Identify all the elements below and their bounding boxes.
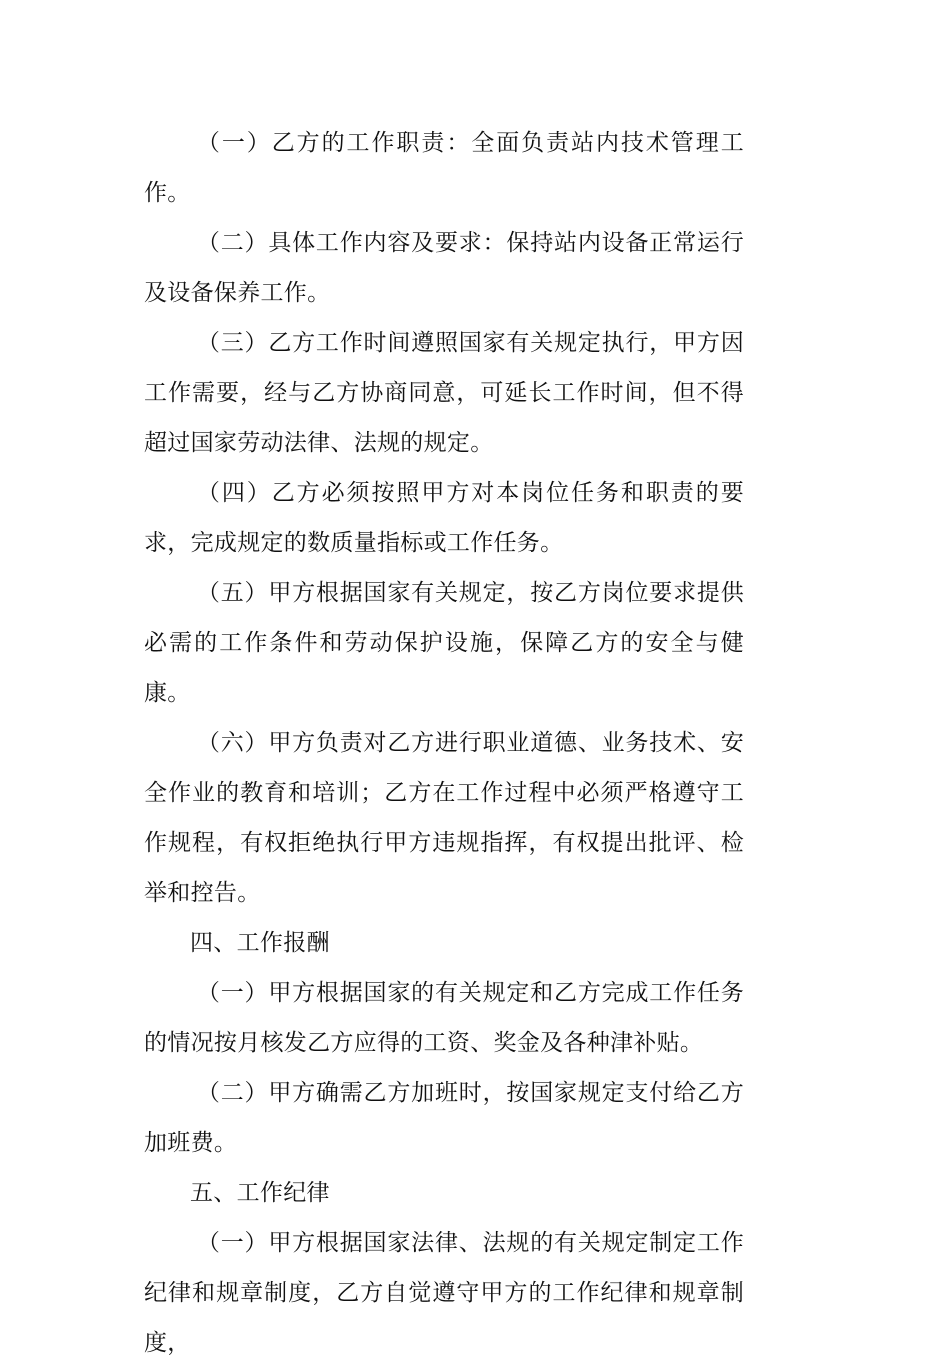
clause-4-1: （一）甲方根据国家的有关规定和乙方完成工作任务的情况按月核发乙方应得的工资、奖金及各种津补贴。	[144, 980, 744, 1056]
clause-3-3: （三）乙方工作时间遵照国家有关规定执行，甲方因工作需要，经与乙方协商同意，可延长工作时间，但不得超过国家劳动法律、法规的规定。	[144, 330, 744, 456]
clause-3-2: （二）具体工作内容及要求：保持站内设备正常运行及设备保养工作。	[144, 230, 744, 306]
section-heading-discipline: 五、工作纪律	[190, 1180, 330, 1206]
clause-5-1: （一）甲方根据国家法律、法规的有关规定制定工作纪律和规章制度，乙方自觉遵守甲方的工作纪律和规章制度，	[144, 1230, 744, 1356]
document-body	[144, 118, 744, 1368]
clause-4-2: （二）甲方确需乙方加班时，按国家规定支付给乙方加班费。	[144, 1080, 744, 1156]
clause-3-5: （五）甲方根据国家有关规定，按乙方岗位要求提供必需的工作条件和劳动保护设施，保障乙方的安全与健康。	[144, 580, 744, 706]
clause-3-4: （四）乙方必须按照甲方对本岗位任务和职责的要求，完成规定的数质量指标或工作任务。	[144, 480, 744, 556]
clause-3-1: （一）乙方的工作职责：全面负责站内技术管理工作。	[144, 130, 744, 206]
clause-3-6: （六）甲方负责对乙方进行职业道德、业务技术、安全作业的教育和培训；乙方在工作过程中必须严格遵守工作规程，有权拒绝执行甲方违规指挥，有权提出批评、检举和控告。	[144, 730, 744, 906]
section-heading-remuneration: 四、工作报酬	[190, 930, 330, 956]
